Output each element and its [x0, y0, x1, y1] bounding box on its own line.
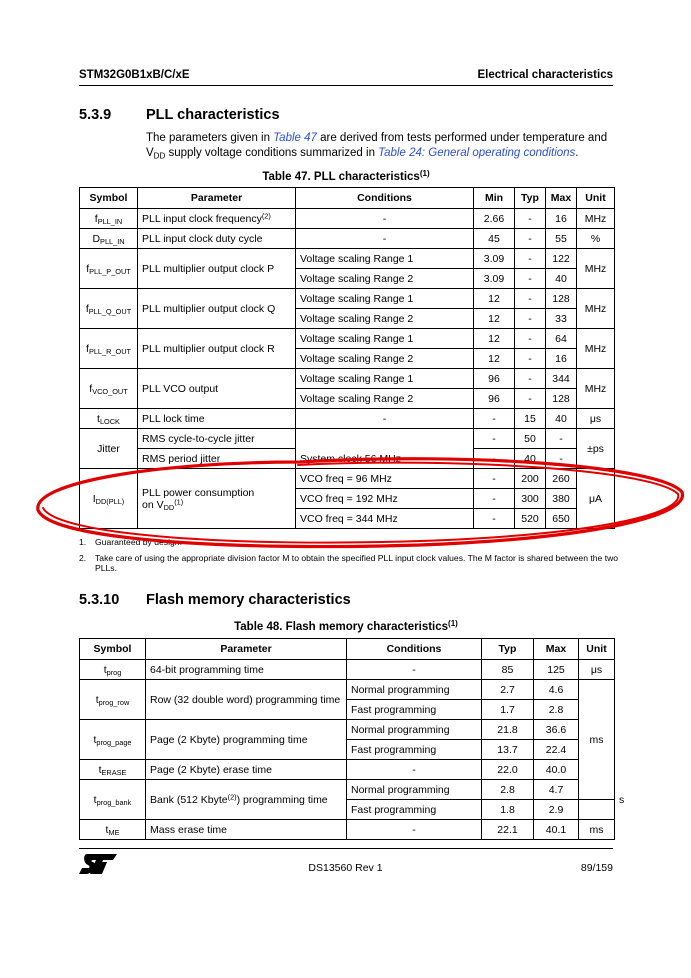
document-revision: DS13560 Rev 1 — [308, 862, 383, 874]
col-typ: Typ — [515, 188, 546, 209]
min-cell: 3.09 — [474, 269, 515, 289]
typ-cell: 520 — [515, 509, 546, 529]
min-cell: - — [474, 409, 515, 429]
parameter-cell: Bank (512 Kbyte$^{(2)}$) programming time — [146, 780, 347, 820]
parameter-cell: Row (32 double word) programming time — [146, 680, 347, 720]
parameter-cell: 64-bit programming time — [146, 660, 347, 680]
parameter-cell: PLL lock time — [138, 409, 296, 429]
conditions-cell: Voltage scaling Range 2 — [296, 309, 474, 329]
typ-cell: 15 — [515, 409, 546, 429]
table-header-row — [80, 639, 615, 660]
unit-cell: μs — [577, 409, 615, 429]
min-cell: 12 — [474, 329, 515, 349]
conditions-cell: Fast programming — [347, 700, 482, 720]
max-cell: 2.8 — [534, 700, 579, 720]
conditions-cell: System clock 56 MHz — [296, 429, 474, 469]
col-parameter: Parameter — [138, 188, 296, 209]
min-cell: - — [474, 509, 515, 529]
max-cell: 2.9 — [534, 800, 579, 820]
table-row — [80, 660, 615, 680]
max-cell: 40.0 — [534, 760, 579, 780]
max-cell: 125 — [534, 660, 579, 680]
symbol-cell: Jitter — [80, 429, 138, 469]
max-cell: 650 — [546, 509, 577, 529]
conditions-cell: Voltage scaling Range 1 — [296, 249, 474, 269]
min-cell: - — [474, 489, 515, 509]
col-symbol: Symbol — [80, 639, 146, 660]
min-cell: 2.66 — [474, 209, 515, 229]
footnote: 1. Guaranteed by design. — [79, 537, 182, 547]
symbol-cell: $D_{PLL\_IN}$ — [80, 229, 138, 249]
typ-cell: - — [515, 289, 546, 309]
typ-cell: 22.1 — [482, 820, 534, 840]
min-cell: 96 — [474, 389, 515, 409]
max-cell: - — [546, 449, 577, 469]
typ-cell: - — [515, 209, 546, 229]
typ-cell: - — [515, 309, 546, 329]
parameter-cell: Page (2 Kbyte) programming time — [146, 720, 347, 760]
min-cell: 3.09 — [474, 249, 515, 269]
typ-cell: - — [515, 349, 546, 369]
conditions-cell: - — [347, 660, 482, 680]
max-cell: 16 — [546, 209, 577, 229]
conditions-cell: - — [296, 409, 474, 429]
unit-cell: ms — [579, 680, 615, 800]
typ-cell: 21.8 — [482, 720, 534, 740]
conditions-cell: VCO freq = 192 MHz — [296, 489, 474, 509]
col-unit: Unit — [577, 188, 615, 209]
table-row — [80, 680, 615, 700]
typ-cell: 1.8 — [482, 800, 534, 820]
max-cell: 36.6 — [534, 720, 579, 740]
conditions-cell: Voltage scaling Range 1 — [296, 329, 474, 349]
section-title: PLL characteristics — [146, 107, 280, 123]
symbol-cell: $t_{prog\_row}$ — [80, 680, 146, 720]
table-row — [80, 760, 615, 780]
max-cell: 33 — [546, 309, 577, 329]
parameter-cell: PLL multiplier output clock Q — [138, 289, 296, 329]
symbol-cell: $t_{ME}$ — [80, 820, 146, 840]
typ-cell: - — [515, 269, 546, 289]
max-cell: 344 — [546, 369, 577, 389]
symbol-cell: $f_{PLL\_R\_OUT}$ — [80, 329, 138, 369]
max-cell: 260 — [546, 469, 577, 489]
section-number: 5.3.9 — [79, 107, 112, 123]
symbol-cell: $t_{ERASE}$ — [80, 760, 146, 780]
max-cell: - — [546, 429, 577, 449]
unit-cell: μA — [577, 469, 615, 529]
max-cell: 40 — [546, 269, 577, 289]
max-cell: 4.6 — [534, 680, 579, 700]
caption-text: Table 47. PLL characteristics — [262, 171, 420, 183]
document-part-number: STM32G0B1xB/C/xE — [79, 69, 190, 81]
conditions-cell: Normal programming — [347, 780, 482, 800]
table-row — [80, 820, 615, 840]
col-min: Min — [474, 188, 515, 209]
parameter-cell: RMS cycle-to-cycle jitter — [138, 429, 296, 449]
chapter-title: Electrical characteristics — [477, 69, 613, 81]
flash-characteristics-table — [79, 638, 625, 840]
footer-rule — [79, 848, 613, 849]
symbol-cell: $f_{PLL\_Q\_OUT}$ — [80, 289, 138, 329]
max-cell: 22.4 — [534, 740, 579, 760]
typ-cell: 50 — [515, 429, 546, 449]
min-cell: 12 — [474, 349, 515, 369]
para-subscript: DD — [153, 151, 166, 161]
typ-cell: 300 — [515, 489, 546, 509]
conditions-cell: - — [347, 820, 482, 840]
col-max: Max — [546, 188, 577, 209]
conditions-cell: Voltage scaling Range 1 — [296, 369, 474, 389]
typ-cell: 13.7 — [482, 740, 534, 760]
max-cell: 380 — [546, 489, 577, 509]
parameter-cell: PLL power consumption on $V_{DD}^{(1)}$ — [138, 469, 296, 529]
conditions-cell: Fast programming — [347, 800, 482, 820]
table24-link[interactable]: Table 24: General operating conditions — [378, 147, 576, 159]
conditions-cell: Voltage scaling Range 2 — [296, 269, 474, 289]
symbol-cell: $t_{prog\_bank}$ — [80, 780, 146, 820]
table-row — [80, 720, 615, 740]
min-cell: 12 — [474, 289, 515, 309]
table47-link[interactable]: Table 47 — [273, 132, 317, 144]
max-cell: 128 — [546, 389, 577, 409]
max-cell: 16 — [546, 349, 577, 369]
conditions-cell: Fast programming — [347, 740, 482, 760]
para-text: The parameters given in — [146, 132, 274, 144]
parameter-cell: Mass erase time — [146, 820, 347, 840]
parameter-cell: PLL input clock duty cycle — [138, 229, 296, 249]
min-cell: - — [474, 429, 515, 449]
para-text: supply voltage conditions summarized in — [165, 147, 379, 159]
typ-cell: 2.8 — [482, 780, 534, 800]
table-row: $t_{prog\_bank}$ Bank (512 Kbyte$^{(2)}$) programming time Normal programming 2.8 4.7 s — [80, 780, 615, 800]
conditions-cell: Normal programming — [347, 680, 482, 700]
symbol-cell: $f_{VCO\_OUT}$ — [80, 369, 138, 409]
section-title: Flash memory characteristics — [146, 592, 351, 608]
unit-cell: MHz — [577, 249, 615, 289]
typ-cell: - — [515, 329, 546, 349]
max-cell: 55 — [546, 229, 577, 249]
min-cell: - — [474, 469, 515, 489]
min-cell: 96 — [474, 369, 515, 389]
para-text: . — [575, 147, 579, 159]
typ-cell: 2.7 — [482, 680, 534, 700]
max-cell: 4.7 — [534, 780, 579, 800]
unit-cell: μs — [579, 660, 615, 680]
typ-cell: - — [515, 389, 546, 409]
conditions-cell: VCO freq = 344 MHz — [296, 509, 474, 529]
unit-cell: MHz — [577, 369, 615, 409]
max-cell: 40.1 — [534, 820, 579, 840]
symbol-cell: $I_{DD(PLL)}$ — [80, 469, 138, 529]
min-cell: 45 — [474, 229, 515, 249]
symbol-cell: $t_{LOCK}$ — [80, 409, 138, 429]
caption-footnote-ref: (1) — [448, 618, 458, 628]
conditions-cell: Voltage scaling Range 1 — [296, 289, 474, 309]
col-symbol: Symbol — [80, 188, 138, 209]
typ-cell: 1.7 — [482, 700, 534, 720]
typ-cell: - — [515, 369, 546, 389]
unit-cell: MHz — [577, 289, 615, 329]
section-number: 5.3.10 — [79, 592, 120, 608]
unit-cell: MHz — [577, 209, 615, 229]
parameter-cell: PLL VCO output — [138, 369, 296, 409]
max-cell: 128 — [546, 289, 577, 309]
typ-cell: - — [515, 249, 546, 269]
parameter-cell: Page (2 Kbyte) erase time — [146, 760, 347, 780]
conditions-cell: Voltage scaling Range 2 — [296, 389, 474, 409]
page-number: 89/159 — [580, 862, 613, 874]
typ-cell: - — [515, 229, 546, 249]
conditions-cell: - — [296, 229, 474, 249]
symbol-cell: $t_{prog\_page}$ — [80, 720, 146, 760]
parameter-cell: PLL multiplier output clock P — [138, 249, 296, 289]
typ-cell: 85 — [482, 660, 534, 680]
col-parameter: Parameter — [146, 639, 347, 660]
parameter-cell: PLL input clock frequency$^{(2)}$ — [138, 209, 296, 229]
parameter-cell: PLL multiplier output clock R — [138, 329, 296, 369]
symbol-cell: $f_{PLL\_IN}$ — [80, 209, 138, 229]
conditions-cell: - — [347, 760, 482, 780]
max-cell: 122 — [546, 249, 577, 269]
unit-cell: ±ps — [577, 429, 615, 469]
unit-cell: ms — [579, 820, 615, 840]
max-cell: 64 — [546, 329, 577, 349]
caption-text: Table 48. Flash memory characteristics — [234, 621, 449, 633]
conditions-cell: - — [296, 209, 474, 229]
symbol-cell: $t_{prog}$ — [80, 660, 146, 680]
footnote: 2. Take care of using the appropriate division factor M to obtain the specified PLL input clock values. The M factor is shared between the two PLLs. — [79, 553, 619, 573]
unit-cell: MHz — [577, 329, 615, 369]
caption-footnote-ref: (1) — [419, 168, 430, 178]
min-cell: 12 — [474, 309, 515, 329]
typ-cell: 40 — [515, 449, 546, 469]
para-text: are derived from tests performed under temperature and V — [146, 132, 608, 159]
conditions-cell: VCO freq = 96 MHz — [296, 469, 474, 489]
parameter-cell: RMS period jitter — [138, 449, 296, 469]
col-conditions: Conditions — [296, 188, 474, 209]
min-cell: - — [474, 449, 515, 469]
unit-cell: % — [577, 229, 615, 249]
conditions-cell: Voltage scaling Range 2 — [296, 349, 474, 369]
col-unit: Unit — [579, 639, 615, 660]
typ-cell: 22.0 — [482, 760, 534, 780]
symbol-cell: $f_{PLL\_P\_OUT}$ — [80, 249, 138, 289]
max-cell: 40 — [546, 409, 577, 429]
table48-caption — [79, 618, 613, 633]
col-typ: Typ — [482, 639, 534, 660]
col-max: Max — [534, 639, 579, 660]
conditions-cell: Normal programming — [347, 720, 482, 740]
typ-cell: 200 — [515, 469, 546, 489]
col-conditions: Conditions — [347, 639, 482, 660]
